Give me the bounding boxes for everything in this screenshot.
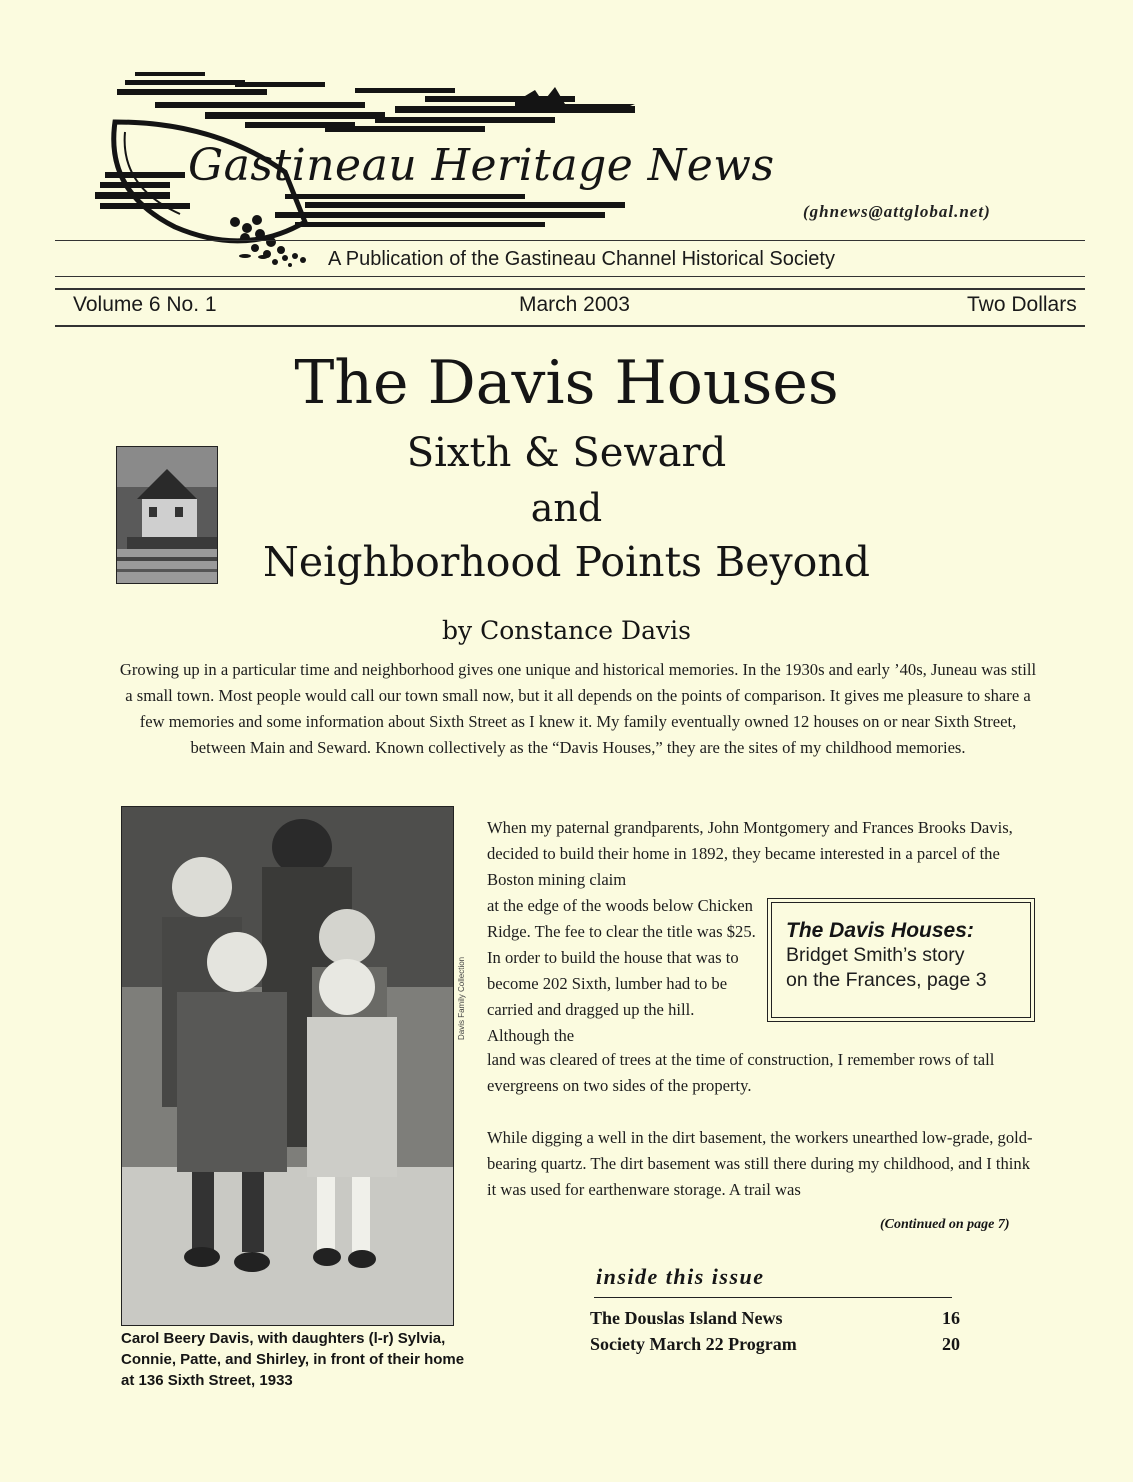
masthead-rule-top [55, 240, 1085, 241]
issue-date: March 2003 [519, 293, 630, 316]
article-byline: by Constance Davis [442, 616, 691, 645]
family-photo [121, 806, 454, 1326]
toc-item[interactable] [590, 1334, 960, 1355]
publication-line: A Publication of the Gastineau Channel Historical Society [328, 248, 835, 270]
issue-price: Two Dollars [967, 293, 1077, 316]
toc-item-title: The Douslas Island News [590, 1308, 783, 1328]
email-address[interactable]: (ghnews@attglobal.net) [803, 202, 991, 221]
article-paragraph-1b: at the edge of the woods below Chicken Ridge. The fee to clear the title was $25. In order to build the house that was to become 202 Sixth, lumber had to be carried and dragged up the hill. Although the [487, 896, 756, 1045]
article-title: The Davis Houses [294, 348, 839, 418]
inside-issue-heading: inside this issue [596, 1264, 765, 1289]
house-thumbnail-image [116, 446, 218, 584]
photo-caption: Carol Beery Davis, with daughters (l-r) Sylvia, Connie, Patte, and Shirley, in front of their home at 136 Sixth Street, 1933 [121, 1330, 465, 1389]
continued-note: (Continued on page 7) [880, 1217, 1010, 1232]
article-subtitle-3: Neighborhood Points Beyond [262, 538, 871, 586]
sidebar-line-1: Bridget Smith’s story [786, 944, 965, 966]
toc-item-page: 20 [942, 1334, 960, 1354]
toc-item-page: 16 [942, 1308, 960, 1328]
volume-number: Volume 6 No. 1 [73, 293, 217, 316]
sidebar-line-2: on the Frances, page 3 [786, 969, 987, 991]
masthead-title: Gastineau Heritage News [188, 140, 775, 191]
masthead-rule-mid [55, 276, 1085, 277]
photo-credit: Davis Family Collection [457, 956, 466, 1040]
article-paragraph-2: While digging a well in the dirt basement, the workers unearthed low-grade, gold-bearing quartz. The dirt basement was still there during my childhood, and I think it was used for earthenware storage. A trail was [487, 1128, 1033, 1199]
article-paragraph-1a: When my paternal grandparents, John Montgomery and Frances Brooks Davis, decided to build their home in 1892, they became interested in a parcel of the Boston mining claim [487, 818, 1013, 889]
toc-item-title: Society March 22 Program [590, 1334, 797, 1354]
masthead-rule-mid2 [55, 288, 1085, 290]
masthead-rule-bottom [55, 325, 1085, 327]
article-subtitle-1: Sixth & Seward [406, 430, 727, 476]
inside-issue-rule [594, 1297, 952, 1298]
toc-item[interactable] [590, 1308, 960, 1329]
article-paragraph-1c: land was cleared of trees at the time of construction, I remember rows of tall evergreens on two sides of the property. [487, 1050, 995, 1095]
article-subtitle-2: and [530, 486, 603, 530]
article-intro: Growing up in a particular time and neighborhood gives one unique and historical memories. In the 1930s and early ’40s, Juneau was still a small town. Most people would call our town small now, but it all depends on the points of comparison. It gives me pleasure to share a few memories and some information about Sixth Street as I knew it. My family eventually owned 12 houses on or near Sixth Street, between Main and Seward. Known collectively as the “Davis Houses,” they are the sites of my childhood memories. [119, 660, 1037, 757]
sidebar-box [767, 898, 1035, 1022]
sidebar-title: The Davis Houses: [786, 919, 974, 942]
sidebar-inner [771, 902, 1031, 1018]
